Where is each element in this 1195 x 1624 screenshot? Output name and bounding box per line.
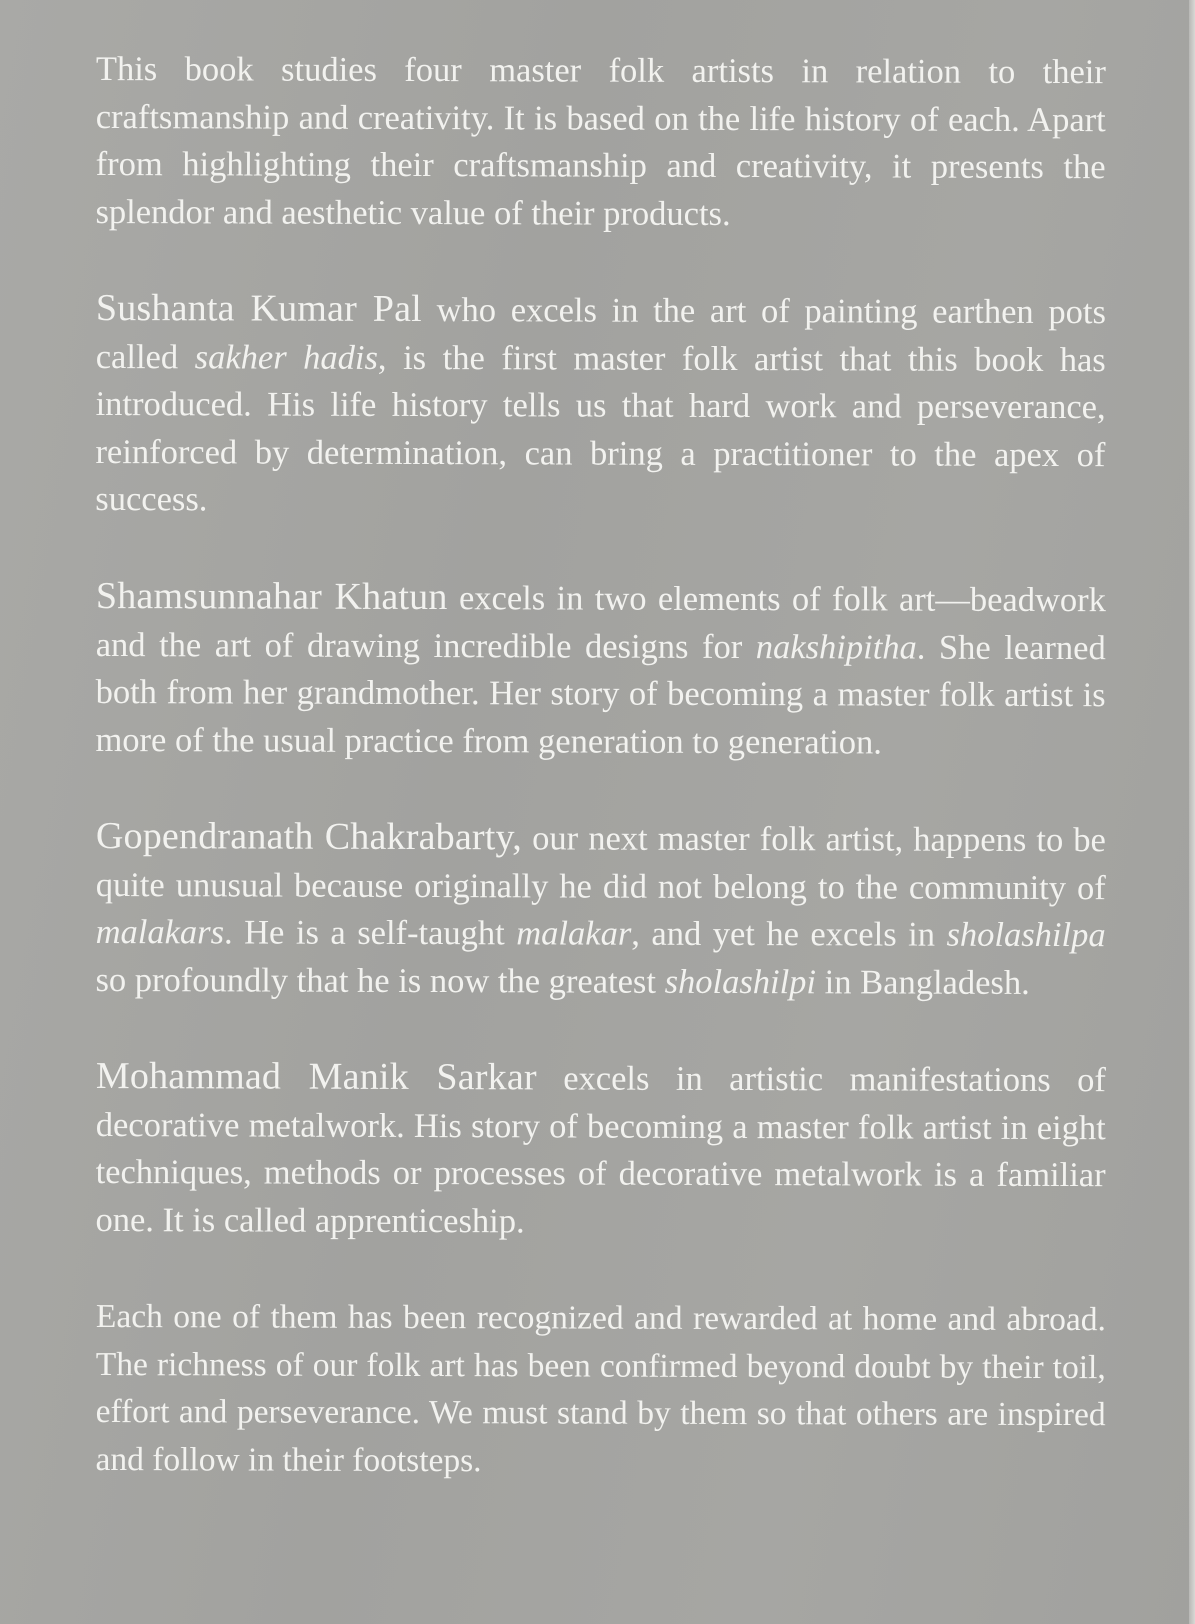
chakrabarty-term-2: malakar — [516, 913, 632, 953]
artist-name-chakrabarty: Gopendranath Chakrabarty, — [95, 814, 523, 858]
chakrabarty-term-4: sholashilpi — [664, 961, 817, 1001]
chakrabarty-text-a: our next master folk artist, happens to be quite unusual because originally he did not belong to the community of — [95, 818, 1106, 907]
khatun-text-a: excels in two elements of folk art—beadwork and the art of drawing incredible designs for — [95, 578, 1106, 666]
artist-name-sarkar: Mohammad Manik Sarkar — [95, 1054, 537, 1098]
artist-name-khatun: Shamsunnahar Khatun — [95, 574, 448, 618]
closing-paragraph — [95, 1293, 1106, 1486]
khatun-term: nakshipitha — [755, 627, 917, 666]
khatun-text-b: . She learned both from her grandmother. Her story of becoming a master folk artist is more of the usual practice from generation to generation. — [95, 627, 1106, 761]
chakrabarty-paragraph — [95, 813, 1106, 1007]
chakrabarty-text-b: . He is a self-taught — [223, 912, 517, 952]
intro-text: This book studies four master folk artists in relation to their craftsmanship and creativity. It is based on the life history of each. Apart from highlighting their craftsmanship and creativity, it presents the splendor and aesthetic value of their products. — [95, 49, 1106, 233]
chakrabarty-text-d: so profoundly that he is now the greatest — [95, 959, 665, 1000]
pal-term: sakher hadis — [194, 337, 379, 377]
artist-name-pal: Sushanta Kumar Pal — [95, 287, 423, 331]
intro-paragraph — [95, 46, 1106, 239]
chakrabarty-text-e: in Bangladesh. — [816, 962, 1030, 1001]
khatun-paragraph — [95, 573, 1106, 767]
page-edge — [1189, 0, 1195, 1624]
pal-text-a: who excels in the art of painting earthen pots called — [95, 291, 1106, 376]
closing-text: Each one of them has been recognized and rewarded at home and abroad. The richness of our folk art has been confirmed beyond doubt by their toil, effort and perseverance. We must stand by them so that others are inspired and follow in their footsteps. — [95, 1297, 1106, 1479]
chakrabarty-term-3: sholashilpa — [946, 915, 1106, 954]
pal-text-b: , is the first master folk artist that this book has introduced. His life history tells us that hard work and perseverance, reinforced by determination, can bring a practitioner to the apex of success. — [95, 338, 1106, 519]
sarkar-text: excels in artistic manifestations of decorative metalwork. His story of becoming a master folk artist in eight techniques, methods or processes of decorative metalwork is a familiar one. It is called apprenticeship. — [95, 1058, 1106, 1240]
back-cover-blurb — [96, 46, 1106, 1532]
chakrabarty-text-c: , and yet he excels in — [631, 914, 947, 954]
chakrabarty-term-1: malakars — [95, 912, 225, 951]
pal-paragraph — [95, 285, 1106, 527]
sarkar-paragraph — [95, 1053, 1106, 1247]
